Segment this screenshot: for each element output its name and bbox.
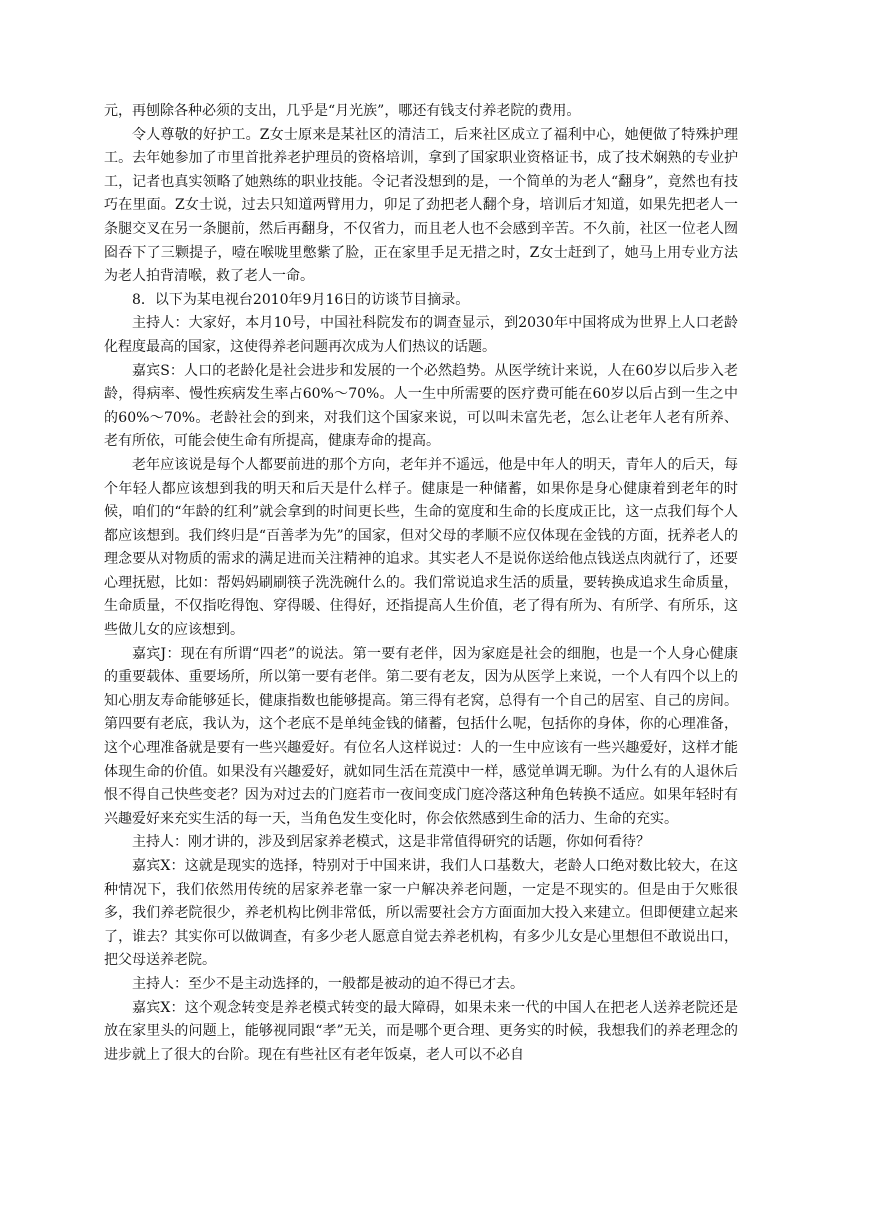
paragraph-guest-j: 嘉宾J：现在有所谓“四老”的说法。第一要有老伴，因为家庭是社会的细胞，也是一个人身心健康的重要载体、重要场所，所以第一要有老伴。第二要有老友，因为从医学上来说，一个人有四个以上的知心朋友寿命能够延长，健康指数也能够提高。第三得有老窝，总得有一个自己的居室、自己的房间。第四要有老底，我认为，这个老底不是单纯金钱的储蓄，包括什么呢，包括你的身体，你的心理准备，这个心理准备就是要有一些兴趣爱好。有位名人这样说过：人的一生中应该有一些兴趣爱好，这样才能体现生命的价值。如果没有兴趣爱好，就如同生活在荒漠中一样，感觉单调无聊。为什么有的人退休后恨不得自己快些变老？因为对过去的门庭若市一夜间变成门庭冷落这种角色转换不适应。如果年轻时有兴趣爱好来充实生活的每一天，当角色发生变化时，你会依然感到生命的活力、生命的充实。 xyxy=(104,645,738,827)
document-body xyxy=(104,100,738,1067)
question-8-heading: 8．以下为某电视台2010年9月16日的访谈节目摘录。 xyxy=(132,291,470,308)
paragraph-2: 令人尊敬的好护工。Z女士原来是某社区的清洁工，后来社区成立了福利中心，她便做了特殊护理工。去年她参加了市里首批养老护理员的资格培训，拿到了国家职业资格证书，成了技术娴熟的专业护工，记者也真实领略了她熟练的职业技能。令记者没想到的是，一个简单的为老人“翻身”，竟然也有技巧在里面。Z女士说，过去只知道两臂用力，卯足了劲把老人翻个身，培训后才知道，如果先把老人一条腿交叉在另一条腿前，然后再翻身，不仅省力，而且老人也不会感到辛苦。不久前，社区一位老人囫囵吞下了三颗提子，噎在喉咙里憋紫了脸，正在家里手足无措之时，Z女士赶到了，她马上用专业方法为老人拍背清喉，救了老人一命。 xyxy=(104,126,738,285)
paragraph-guest-x-2: 嘉宾X：这个观念转变是养老模式转变的最大障碍，如果未来一代的中国人在把老人送养老院还是放在家里头的问题上，能够视同跟“孝”无关，而是哪个更合理、更务实的时候，我想我们的养老理念的进步就上了很大的台阶。现在有些社区有老年饭桌，老人可以不必自 xyxy=(104,999,738,1063)
paragraph-host-2: 主持人：刚才讲的，涉及到居家养老模式，这是非常值得研究的话题，你如何看待？ xyxy=(132,834,650,851)
paragraph-host-3: 主持人：至少不是主动选择的，一般都是被动的迫不得已才去。 xyxy=(132,975,524,992)
paragraph-guest-s-cont: 老年应该说是每个人都要前进的那个方向，老年并不遥远，他是中年人的明天，青年人的后天，每个年轻人都应该想到我的明天和后天是什么样子。健康是一种储蓄，如果你是身心健康着到老年的时候，咱们的“年龄的红利”就会拿到的时间更长些，生命的宽度和生命的长度成正比，这一点我们每个人都应该想到。我们终归是“百善孝为先”的国家，但对父母的孝顺不应仅体现在金钱的方面，抚养老人的理念要从对物质的需求的满足进而关注精神的追求。其实老人不是说你送给他点钱送点肉就行了，还要心理抚慰，比如：帮妈妈刷刷筷子洗洗碗什么的。我们常说追求生活的质量，要转换成追求生命质量，生命质量，不仅指吃得饱、穿得暖、住得好，还指提高人生价值，老了得有所为、有所学、有所乐，这些做儿女的应该想到。 xyxy=(104,456,738,639)
paragraph-host-1: 主持人：大家好，本月10号，中国社科院发布的调查显示，到2030年中国将成为世界上人口老龄化程度最高的国家，这使得养老问题再次成为人们热议的话题。 xyxy=(104,315,738,355)
paragraph-1: 元，再刨除各种必须的支出，几乎是“月光族”，哪还有钱支付养老院的费用。 xyxy=(104,103,581,119)
paragraph-guest-x-1: 嘉宾X：这就是现实的选择，特别对于中国来讲，我们人口基数大，老龄人口绝对数比较大，在这种情况下，我们依然用传统的居家养老靠一家一户解决养老问题，一定是不现实的。但是由于欠账很多，我们养老院很少，养老机构比例非常低，所以需要社会方方面面加大投入来建立。但即便建立起来了，谁去？其实你可以做调查，有多少老人愿意自觉去养老机构，有多少儿女是心里想但不敢说出口，把父母送养老院。 xyxy=(104,858,738,969)
paragraph-guest-s: 嘉宾S：人口的老龄化是社会进步和发展的一个必然趋势。从医学统计来说，人在60岁以后步入老龄，得病率、慢性疾病发生率占60%～70%。人一生中所需要的医疗费可能在60岁以后占到一生之中的60%～70%。老龄社会的到来，对我们这个国家来说，可以叫未富先老，怎么让老年人老有所养、老有所依，可能会使生命有所提高，健康寿命的提高。 xyxy=(104,362,738,450)
